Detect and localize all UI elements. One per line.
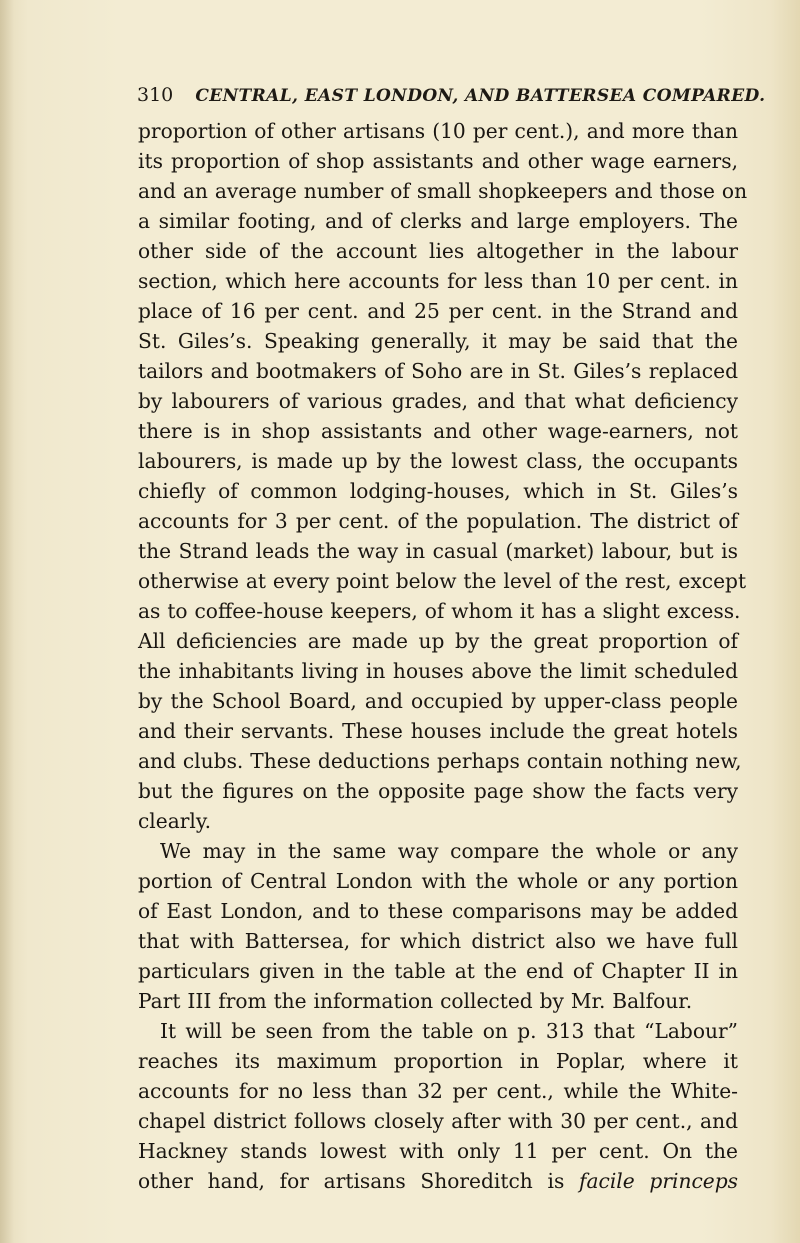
text-line: otherwise at every point below the level of the rest, except bbox=[138, 569, 747, 593]
text-line: Hackney stands lowest with only 11 per cent. On the bbox=[138, 1139, 738, 1163]
text-line: but the figures on the opposite page show the facts very bbox=[138, 779, 738, 803]
text-line: accounts for no less than 32 per cent., while the White- bbox=[138, 1079, 738, 1103]
text-line: a similar footing, and of clerks and large employers. The bbox=[138, 209, 738, 233]
spine-shadow bbox=[0, 0, 14, 1243]
text-line: and their servants. These houses include the great hotels bbox=[138, 719, 738, 743]
text-line: portion of Central London with the whole or any portion bbox=[138, 869, 738, 893]
text-line: there is in shop assistants and other wage-earners, not bbox=[138, 419, 738, 443]
text-line: All deficiencies are made up by the great proportion of bbox=[138, 629, 738, 653]
page-number: 310 bbox=[137, 84, 174, 106]
text-line: Part III from the information collected by Mr. Balfour. bbox=[138, 989, 693, 1013]
final-line-text: other hand, for artisans Shoreditch is bbox=[138, 1169, 565, 1193]
text-line: particulars given in the table at the end of Chapter II in bbox=[138, 959, 738, 983]
text-line: proportion of other artisans (10 per cent.), and more than bbox=[138, 119, 738, 143]
text-line: by the School Board, and occupied by upper-class people bbox=[138, 689, 738, 713]
text-line: that with Battersea, for which district also we have full bbox=[138, 929, 738, 953]
text-line: clearly. bbox=[138, 809, 211, 833]
final-line-italic: facile princeps bbox=[579, 1169, 738, 1193]
text-line: chiefly of common lodging-houses, which in St. Giles’s bbox=[138, 479, 738, 503]
text-line: tailors and bootmakers of Soho are in St. Giles’s replaced bbox=[138, 359, 738, 383]
text-line-final bbox=[138, 1166, 738, 1196]
text-line: It will be seen from the table on p. 313 that “Labour” bbox=[160, 1019, 738, 1043]
text-line: its proportion of shop assistants and other wage earners, bbox=[138, 149, 738, 173]
text-line: as to coffee-house keepers, of whom it has a slight excess. bbox=[138, 599, 741, 623]
text-line: the inhabitants living in houses above the limit scheduled bbox=[138, 659, 738, 683]
text-line: other side of the account lies altogether in the labour bbox=[138, 239, 738, 263]
text-line: of East London, and to these comparisons may be added bbox=[138, 899, 738, 923]
running-head-title: CENTRAL, EAST LONDON, AND BATTERSEA COMPARED. bbox=[195, 86, 766, 106]
text-line: chapel district follows closely after with 30 per cent., and bbox=[138, 1109, 738, 1133]
text-line: St. Giles’s. Speaking generally, it may be said that the bbox=[138, 329, 738, 353]
text-line: We may in the same way compare the whole or any bbox=[160, 839, 738, 863]
running-head bbox=[137, 84, 766, 110]
text-line: labourers, is made up by the lowest class, the occupants bbox=[138, 449, 738, 473]
text-line: by labourers of various grades, and that what deficiency bbox=[138, 389, 738, 413]
text-line: the Strand leads the way in casual (market) labour, but is bbox=[138, 539, 738, 563]
text-line: and an average number of small shopkeepers and those on bbox=[138, 179, 748, 203]
body-text bbox=[138, 116, 748, 1196]
text-line: and clubs. These deductions perhaps contain nothing new, bbox=[138, 749, 742, 773]
text-line: accounts for 3 per cent. of the population. The district of bbox=[138, 509, 738, 533]
text-line: place of 16 per cent. and 25 per cent. in the Strand and bbox=[138, 299, 738, 323]
text-line: section, which here accounts for less than 10 per cent. in bbox=[138, 269, 738, 293]
text-line: reaches its maximum proportion in Poplar, where it bbox=[138, 1049, 738, 1073]
